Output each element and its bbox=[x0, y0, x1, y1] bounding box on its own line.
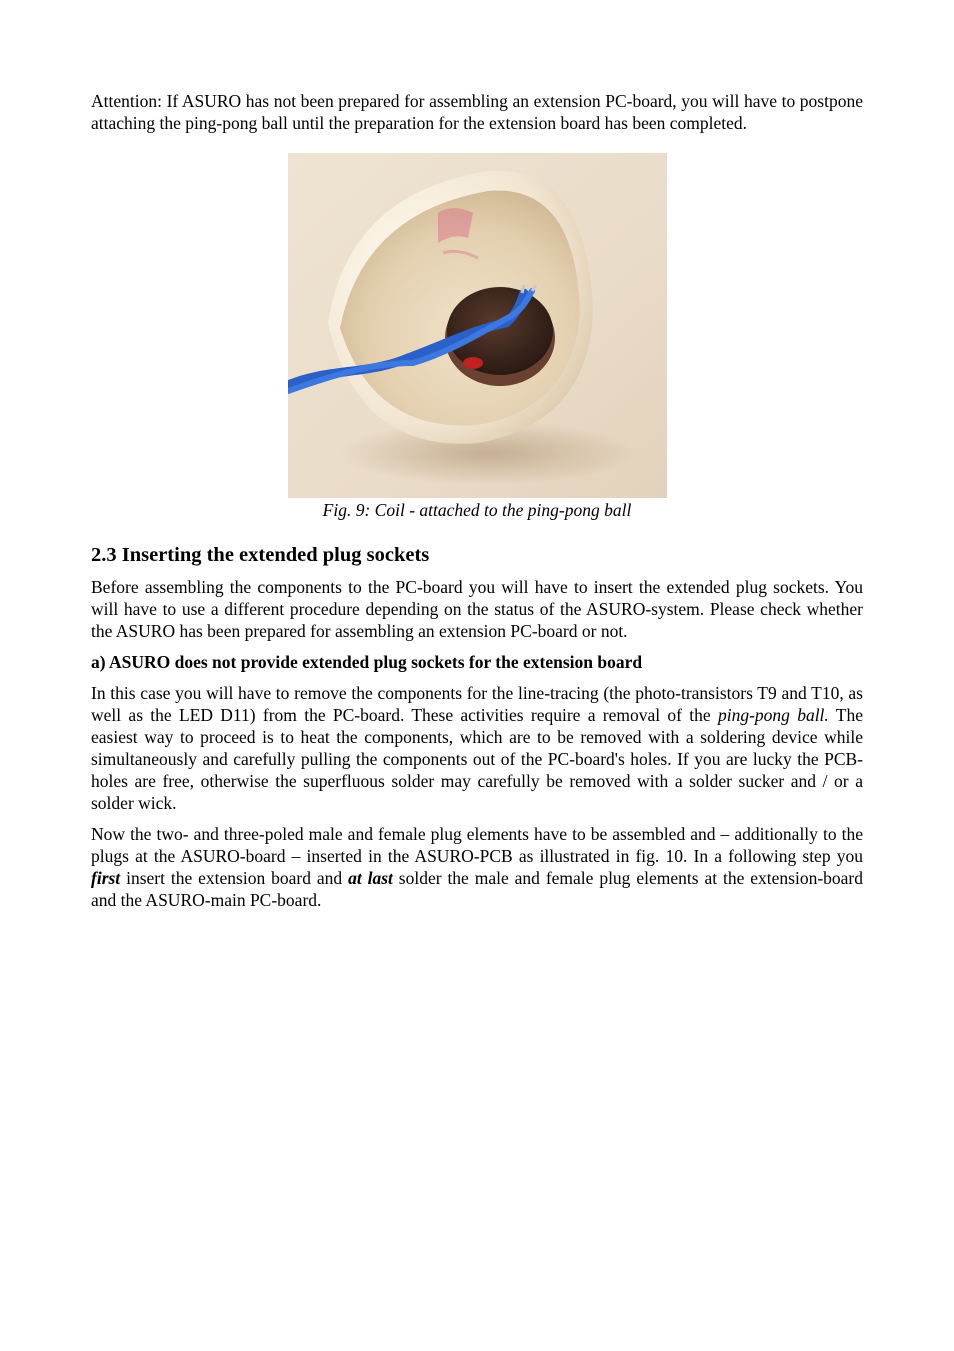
intro-paragraph: Before assembling the components to the PC-board you will have to insert the extended plug sockets. You will have to use a different procedure depending on the status of the ASURO-system. Please check whether the ASURO has been prepared for assembling an extension PC-board or not. bbox=[91, 577, 863, 641]
section-heading: 2.3 Inserting the extended plug sockets bbox=[91, 544, 430, 566]
removal-text-1: In this case you will have to remove the components for the line-tracing (the photo-transistors T9 and T10, as well as the LED D11) from the PC-board. These activities require a removal of the bbox=[91, 683, 863, 725]
removal-text-2: The easiest way to proceed is to heat the components, which are to be removed with a soldering device while simultaneously and carefully pulling the components out of the PC-board's holes. If you are lucky the PCB-holes are free, otherwise the superfluous solder may carefully be removed with a solder sucker and / or a solder wick. bbox=[91, 705, 863, 813]
figure-caption: Fig. 9: Coil - attached to the ping-pong ball bbox=[322, 500, 632, 520]
attention-paragraph: Attention: If ASURO has not been prepared for assembling an extension PC-board, you will have to postpone attaching the ping-pong ball until the preparation for the extension board has been completed. bbox=[91, 91, 863, 133]
ping-pong-ball-emphasis: ping-pong ball. bbox=[717, 705, 829, 725]
figure-9 bbox=[91, 153, 863, 521]
coil-photo bbox=[288, 153, 667, 498]
at-last-emphasis: at last bbox=[348, 868, 393, 888]
assembly-paragraph bbox=[91, 823, 863, 911]
assembly-text-3: solder the male and female plug elements at the extension-board and the ASURO-main PC-board. bbox=[91, 868, 863, 910]
removal-paragraph bbox=[91, 682, 863, 814]
assembly-text-1: Now the two- and three-poled male and female plug elements have to be assembled and – additionally to the plugs at the ASURO-board – inserted in the ASURO-PCB as illustrated in fig. 10. In a following step you bbox=[91, 824, 863, 866]
assembly-text-2: insert the extension board and bbox=[120, 868, 349, 888]
first-emphasis: first bbox=[91, 868, 121, 888]
subsection-heading: a) ASURO does not provide extended plug sockets for the extension board bbox=[91, 652, 643, 672]
document-page bbox=[91, 90, 863, 911]
